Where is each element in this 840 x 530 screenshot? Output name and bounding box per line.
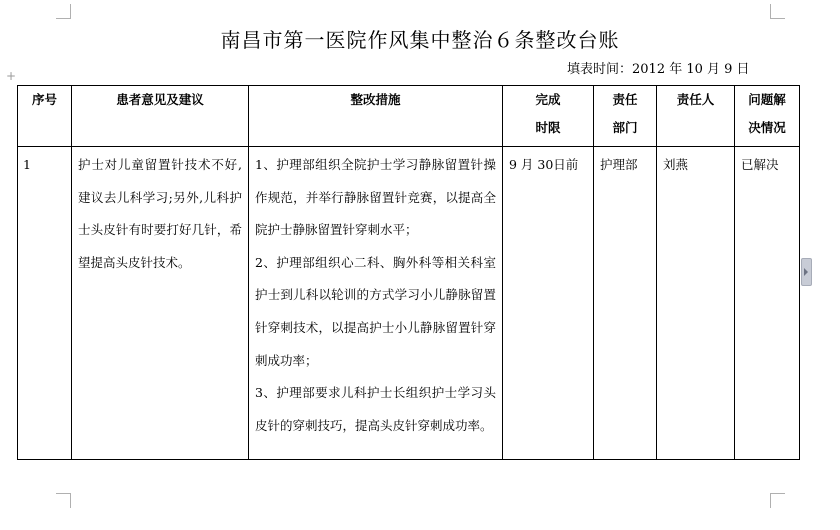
header-person: 责任人 <box>657 86 735 147</box>
table-row <box>18 147 800 460</box>
header-measures: 整改措施 <box>249 86 503 147</box>
page-corner-mark-top-right <box>770 4 785 19</box>
table-header-row <box>18 86 800 147</box>
cell-deadline: 9 月 30日前 <box>503 147 594 460</box>
header-resolution: 问题解 决情况 <box>735 86 800 147</box>
cell-resolution: 已解决 <box>735 147 800 460</box>
measure-item: 2、护理部组织心二科、胸外科等相关科室护士到儿科以轮训的方式学习小儿静脉留置针穿刺技术，以提高护士小儿静脉留置针穿刺成功率； <box>255 254 496 368</box>
fill-date: 填表时间：2012 年 10 月 9 日 <box>567 62 750 77</box>
document-title: 南昌市第一医院作风集中整治６条整改台账 <box>220 28 620 52</box>
cell-opinion: 护士对儿童留置针技术不好,建议去儿科学习;另外,儿科护士头皮针有时要打好几针，希望提高头皮针技术。 <box>72 147 249 460</box>
header-department: 责任 部门 <box>594 86 657 147</box>
table-move-handle-icon[interactable]: + <box>6 69 17 83</box>
header-opinion: 患者意见及建议 <box>72 86 249 147</box>
measure-item: 1、护理部组织全院护士学习静脉留置针操作规范，并举行静脉留置针竞赛，以提高全院护士静脉留置针穿刺水平； <box>255 157 496 238</box>
cell-seq: 1 <box>18 147 72 460</box>
cell-department: 护理部 <box>594 147 657 460</box>
measure-item: 3、护理部要求儿科护士长组织护士学习头皮针的穿刺技巧，提高头皮针穿刺成功率。 <box>255 385 496 433</box>
page-corner-mark-bottom-left <box>56 493 71 508</box>
cell-measures <box>249 147 503 460</box>
page-corner-mark-bottom-right <box>770 493 785 508</box>
header-seq: 序号 <box>18 86 72 147</box>
header-deadline: 完成 时限 <box>503 86 594 147</box>
page-corner-mark-top-left <box>56 4 71 19</box>
rectification-ledger-table <box>17 85 800 460</box>
cell-person: 刘燕 <box>657 147 735 460</box>
side-scroll-handle[interactable] <box>801 258 812 286</box>
